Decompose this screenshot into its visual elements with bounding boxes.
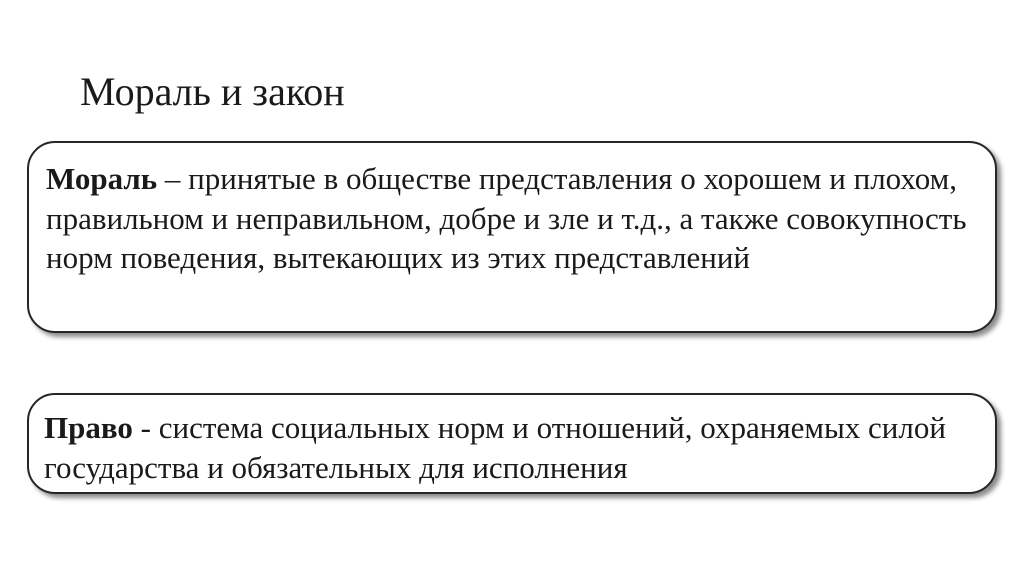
- definition-box-law: [27, 393, 997, 494]
- slide-title: Мораль и закон: [80, 69, 345, 114]
- definition-term-law: Право: [44, 410, 133, 445]
- definition-text-law: - система социальных норм и отношений, охраняемых силой государства и обязательных для исполнения: [44, 410, 946, 485]
- definition-text-moral: – принятые в обществе представления о хорошем и плохом, правильном и неправильном, добре и зле и т.д., а также совокупность норм поведения, вытекающих из этих представлений: [46, 161, 967, 275]
- definition-term-moral: Мораль: [46, 161, 158, 196]
- definition-box-moral: [27, 141, 997, 333]
